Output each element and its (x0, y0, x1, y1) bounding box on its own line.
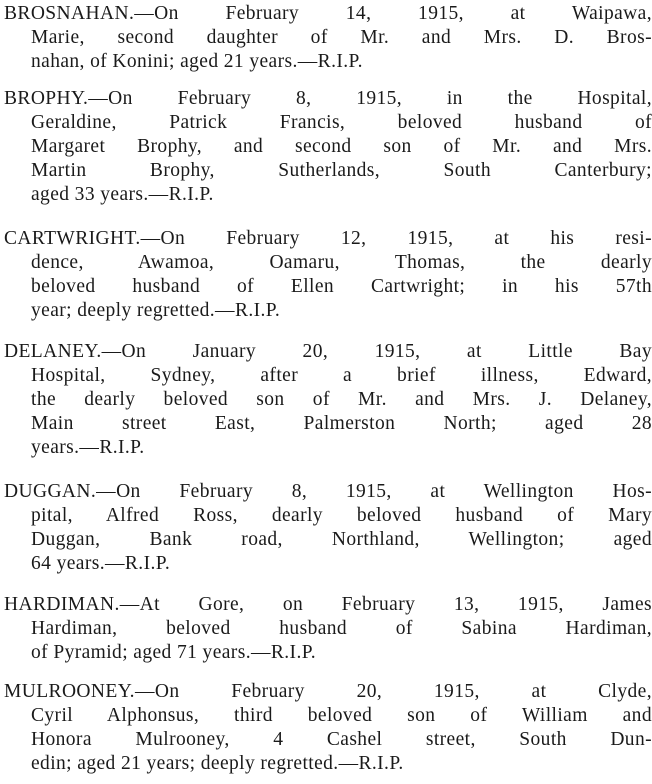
notice-line: HARDIMAN.—At Gore, on February 13, 1915, James (4, 594, 652, 615)
notice-line: nahan, of Konini; aged 21 years.—R.I.P. (31, 51, 363, 72)
death-notice-hardiman (4, 593, 652, 665)
death-notice-cartwright (4, 227, 652, 323)
notice-line: MULROONEY.—On February 20, 1915, at Clyde, (4, 681, 652, 702)
death-notice-mulrooney (4, 680, 652, 776)
notice-line: DELANEY.—On January 20, 1915, at Little Bay (4, 341, 652, 362)
notice-line: of Pyramid; aged 71 years.—R.I.P. (31, 642, 317, 663)
notice-line: BROSNAHAN.—On February 14, 1915, at Waipawa, (4, 3, 652, 24)
notice-line: pital, Alfred Ross, dearly beloved husband of Mary (31, 505, 652, 526)
notice-line: CARTWRIGHT.—On February 12, 1915, at his resi- (4, 228, 652, 249)
notice-line: Marie, second daughter of Mr. and Mrs. D. Bros- (31, 27, 652, 48)
notice-line: Margaret Brophy, and second son of Mr. and Mrs. (31, 136, 652, 157)
notice-line: Honora Mulrooney, 4 Cashel street, South Dun- (31, 729, 652, 750)
notice-line: DUGGAN.—On February 8, 1915, at Wellington Hos- (4, 481, 652, 502)
death-notice-delaney (4, 340, 652, 460)
notice-line: Hardiman, beloved husband of Sabina Hardiman, (31, 618, 652, 639)
notice-line: Main street East, Palmerston North; aged 28 (31, 413, 652, 434)
notice-line: Cyril Alphonsus, third beloved son of William and (31, 705, 652, 726)
notice-line: 64 years.—R.I.P. (31, 553, 171, 574)
notice-line: aged 33 years.—R.I.P. (31, 184, 214, 205)
notice-line: beloved husband of Ellen Cartwright; in his 57th (31, 276, 652, 297)
notice-line: dence, Awamoa, Oamaru, Thomas, the dearly (31, 252, 652, 273)
death-notice-duggan (4, 480, 652, 576)
notice-line: BROPHY.—On February 8, 1915, in the Hospital, (4, 88, 652, 109)
notice-line: years.—R.I.P. (31, 437, 145, 458)
notice-line: edin; aged 21 years; deeply regretted.—R.I.P. (31, 753, 404, 774)
death-notice-brosnahan (4, 2, 652, 74)
notice-line: Duggan, Bank road, Northland, Wellington; aged (31, 529, 652, 550)
notice-line: year; deeply regretted.—R.I.P. (31, 300, 281, 321)
notice-line: the dearly beloved son of Mr. and Mrs. J. Delaney, (31, 389, 652, 410)
notice-line: Geraldine, Patrick Francis, beloved husband of (31, 112, 652, 133)
notice-line: Hospital, Sydney, after a brief illness, Edward, (31, 365, 652, 386)
notice-line: Martin Brophy, Sutherlands, South Canterbury; (31, 160, 652, 181)
death-notice-brophy (4, 87, 652, 207)
